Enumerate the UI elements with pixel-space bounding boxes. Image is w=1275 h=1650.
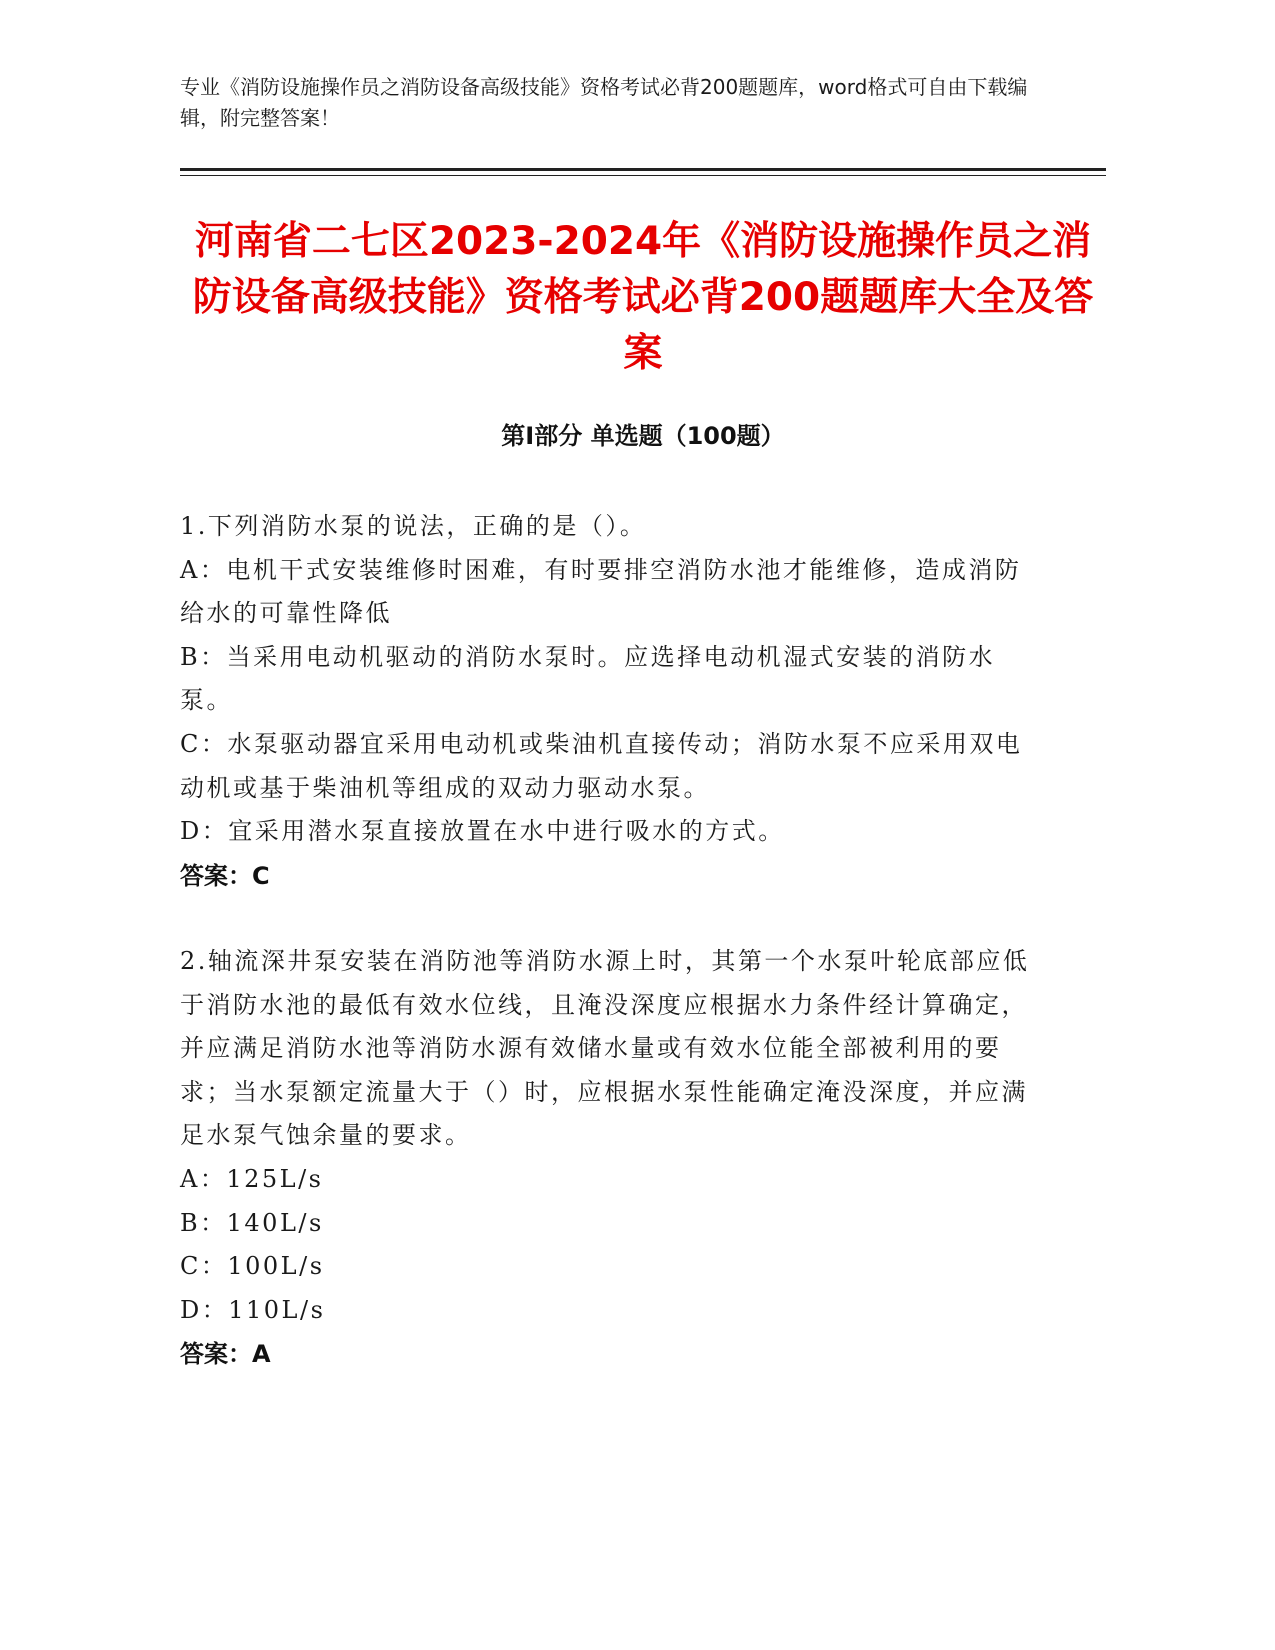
option-c: C：水泵驱动器宜采用电动机或柴油机直接传动；消防水泵不应采用双电动机或基于柴油机等组成的双动力驱动水泵。 [180,729,1023,802]
option-a: A：125L/s [180,1164,324,1193]
question-stem: 1.下列消防水泵的说法，正确的是（）。 [180,512,647,540]
option-a: A：电机干式安装维修时困难，有时要排空消防水池才能维修，造成消防给水的可靠性降低 [180,555,1022,628]
option-b: B：当采用电动机驱动的消防水泵时。应选择电动机湿式安装的消防水泵。 [180,642,996,715]
document-title: 河南省二七区2023-2024年《消防设施操作员之消防设备高级技能》资格考试必背200题题库大全及答案 [192,219,1094,376]
option-d: D：110L/s [180,1295,326,1324]
question-1 [180,505,1040,898]
question-2 [180,940,1040,1376]
option-b: B：140L/s [180,1208,324,1237]
question-stem: 2.轴流深井泵安装在消防池等消防水源上时，其第一个水泵叶轮底部应低于消防水池的最低有效水位线，且淹没深度应根据水力条件经计算确定，并应满足消防水池等消防水源有效储水量或有效水位能全部被利用的要求；当水泵额定流量大于（）时，应根据水泵性能确定淹没深度，并应满足水泵气蚀余量的要求。 [180,947,1030,1150]
option-d: D：宜采用潜水泵直接放置在水中进行吸水的方式。 [180,817,785,846]
header-note: 专业《消防设施操作员之消防设备高级技能》资格考试必背200题题库，word格式可自由下载编辑，附完整答案！ [180,75,1028,130]
answer-line: 答案：C [180,861,270,890]
option-c: C：100L/s [180,1252,325,1281]
header-divider-thin [180,175,1106,176]
section-heading: 第I部分 单选题（100题） [501,422,785,450]
answer-line: 答案：A [180,1340,271,1369]
header-divider-thick [180,168,1106,171]
